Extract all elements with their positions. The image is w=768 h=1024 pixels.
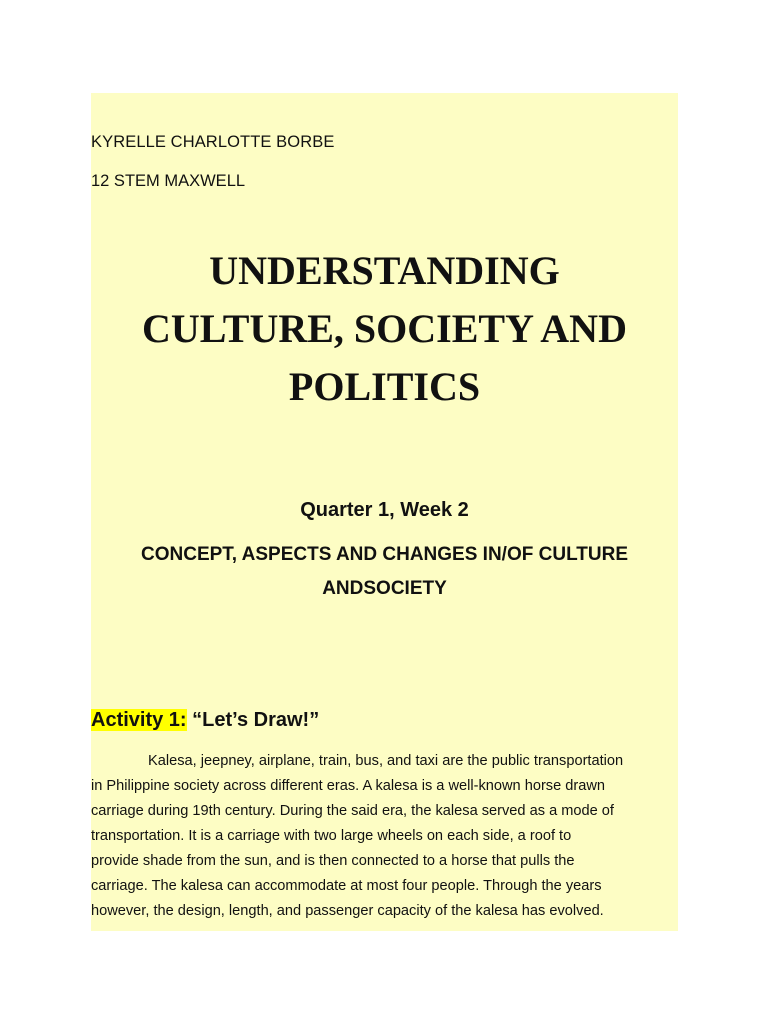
author-name: KYRELLE CHARLOTTE BORBE — [91, 133, 335, 151]
document-title-line-3: POLITICS — [288, 364, 481, 409]
document-paper — [91, 93, 678, 931]
class-section: 12 STEM MAXWELL — [91, 172, 246, 190]
paragraph-line: carriage during 19th century. During the said era, the kalesa served as a mode of — [91, 803, 614, 819]
quarter-week-heading: Quarter 1, Week 2 — [300, 499, 469, 521]
lesson-title-line-1: CONCEPT, ASPECTS AND CHANGES IN/OF CULTURE — [141, 544, 628, 565]
paragraph-line: carriage. The kalesa can accommodate at most four people. Through the years — [91, 878, 602, 894]
lesson-title-line-2: ANDSOCIETY — [322, 578, 447, 599]
activity-heading — [91, 709, 319, 732]
paragraph-line: however, the design, length, and passenger capacity of the kalesa has evolved. — [91, 903, 604, 919]
paragraph-line: Kalesa, jeepney, airplane, train, bus, and taxi are the public transportation — [148, 753, 624, 769]
document-title-line-1: UNDERSTANDING — [209, 248, 560, 293]
paragraph-line: provide shade from the sun, and is then connected to a horse that pulls the — [91, 853, 575, 869]
activity-name: “Let’s Draw!” — [192, 709, 320, 731]
paragraph-line: transportation. It is a carriage with two large wheels on each side, a roof to — [91, 828, 572, 844]
activity-label: Activity 1: — [91, 709, 187, 731]
document-title-line-2: CULTURE, SOCIETY AND — [142, 306, 627, 351]
paragraph-line: in Philippine society across different eras. A kalesa is a well-known horse drawn — [91, 778, 606, 794]
